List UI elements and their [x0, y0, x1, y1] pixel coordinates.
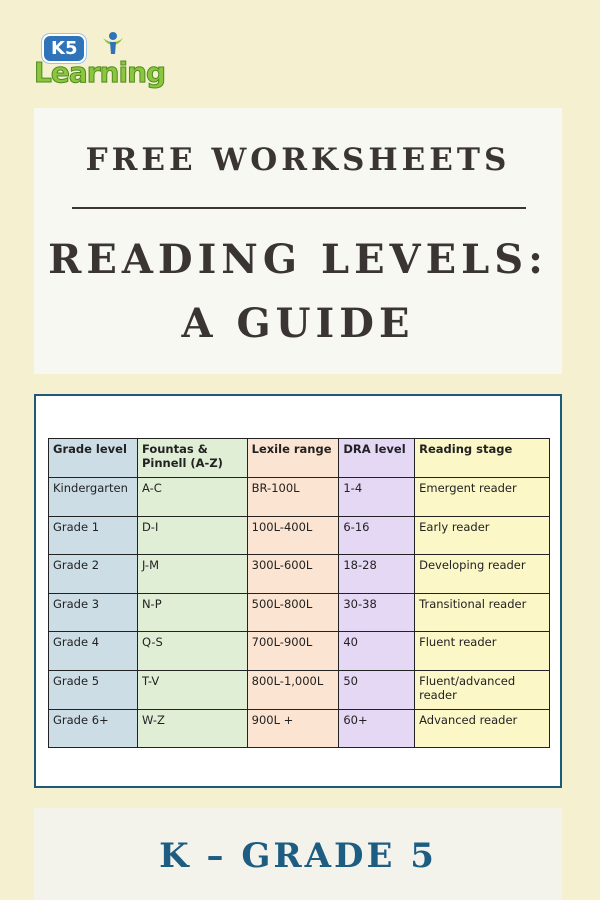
logo-figure-icon — [100, 30, 126, 56]
column-header-reading-stage: Reading stage — [415, 439, 550, 478]
grade-level-cell: Grade 4 — [49, 632, 138, 671]
grade-level-cell: Grade 3 — [49, 593, 138, 632]
lexile-range-cell: 800L-1,000L — [247, 670, 339, 709]
table-row — [49, 555, 550, 594]
lexile-range-cell: 700L-900L — [247, 632, 339, 671]
grade-level-cell: Grade 5 — [49, 670, 138, 709]
grade-range-label: K – GRADE 5 — [159, 836, 437, 876]
dra-level-cell: 1-4 — [339, 478, 415, 517]
fountas-pinnell-cell: T-V — [137, 670, 247, 709]
k5-learning-logo — [34, 30, 174, 92]
reading-stage-cell: Early reader — [415, 516, 550, 555]
column-header-lexile-range: Lexile range — [247, 439, 339, 478]
reading-stage-cell: Advanced reader — [415, 709, 550, 748]
grade-level-cell: Kindergarten — [49, 478, 138, 517]
lexile-range-cell: BR-100L — [247, 478, 339, 517]
fountas-pinnell-cell: W-Z — [137, 709, 247, 748]
dra-level-cell: 6-16 — [339, 516, 415, 555]
column-header-dra-level: DRA level — [339, 439, 415, 478]
table-row — [49, 632, 550, 671]
reading-levels-table-panel — [34, 394, 562, 788]
dra-level-cell: 60+ — [339, 709, 415, 748]
dra-level-cell: 18-28 — [339, 555, 415, 594]
eyebrow-title: FREE WORKSHEETS — [85, 142, 511, 178]
table-row — [49, 670, 550, 709]
lexile-range-cell: 500L-800L — [247, 593, 339, 632]
table-header-row — [49, 439, 550, 478]
reading-stage-cell: Fluent/advanced reader — [415, 670, 550, 709]
lexile-range-cell: 100L-400L — [247, 516, 339, 555]
table-row — [49, 709, 550, 748]
grade-range-panel — [34, 808, 562, 900]
reading-stage-cell: Developing reader — [415, 555, 550, 594]
lexile-range-cell: 900L + — [247, 709, 339, 748]
dra-level-cell: 50 — [339, 670, 415, 709]
fountas-pinnell-cell: A-C — [137, 478, 247, 517]
grade-level-cell: Grade 6+ — [49, 709, 138, 748]
fountas-pinnell-cell: D-I — [137, 516, 247, 555]
table-row — [49, 516, 550, 555]
lexile-range-cell: 300L-600L — [247, 555, 339, 594]
main-title-line-2: A GUIDE — [181, 300, 415, 347]
fountas-pinnell-cell: J-M — [137, 555, 247, 594]
main-title-line-1: READING LEVELS: — [48, 236, 548, 283]
dra-level-cell: 40 — [339, 632, 415, 671]
logo-k5-badge: K5 — [42, 34, 86, 63]
logo-learning-text: Learning — [34, 56, 166, 89]
column-header-grade-level: Grade level — [49, 439, 138, 478]
reading-stage-cell: Emergent reader — [415, 478, 550, 517]
title-panel — [34, 108, 562, 374]
reading-stage-cell: Fluent reader — [415, 632, 550, 671]
grade-level-cell: Grade 2 — [49, 555, 138, 594]
title-divider — [72, 207, 526, 209]
reading-levels-table — [48, 438, 550, 748]
table-row — [49, 593, 550, 632]
table-row — [49, 478, 550, 517]
grade-level-cell: Grade 1 — [49, 516, 138, 555]
dra-level-cell: 30-38 — [339, 593, 415, 632]
column-header-fountas-pinnell: Fountas & Pinnell (A-Z) — [137, 439, 247, 478]
reading-stage-cell: Transitional reader — [415, 593, 550, 632]
fountas-pinnell-cell: Q-S — [137, 632, 247, 671]
fountas-pinnell-cell: N-P — [137, 593, 247, 632]
